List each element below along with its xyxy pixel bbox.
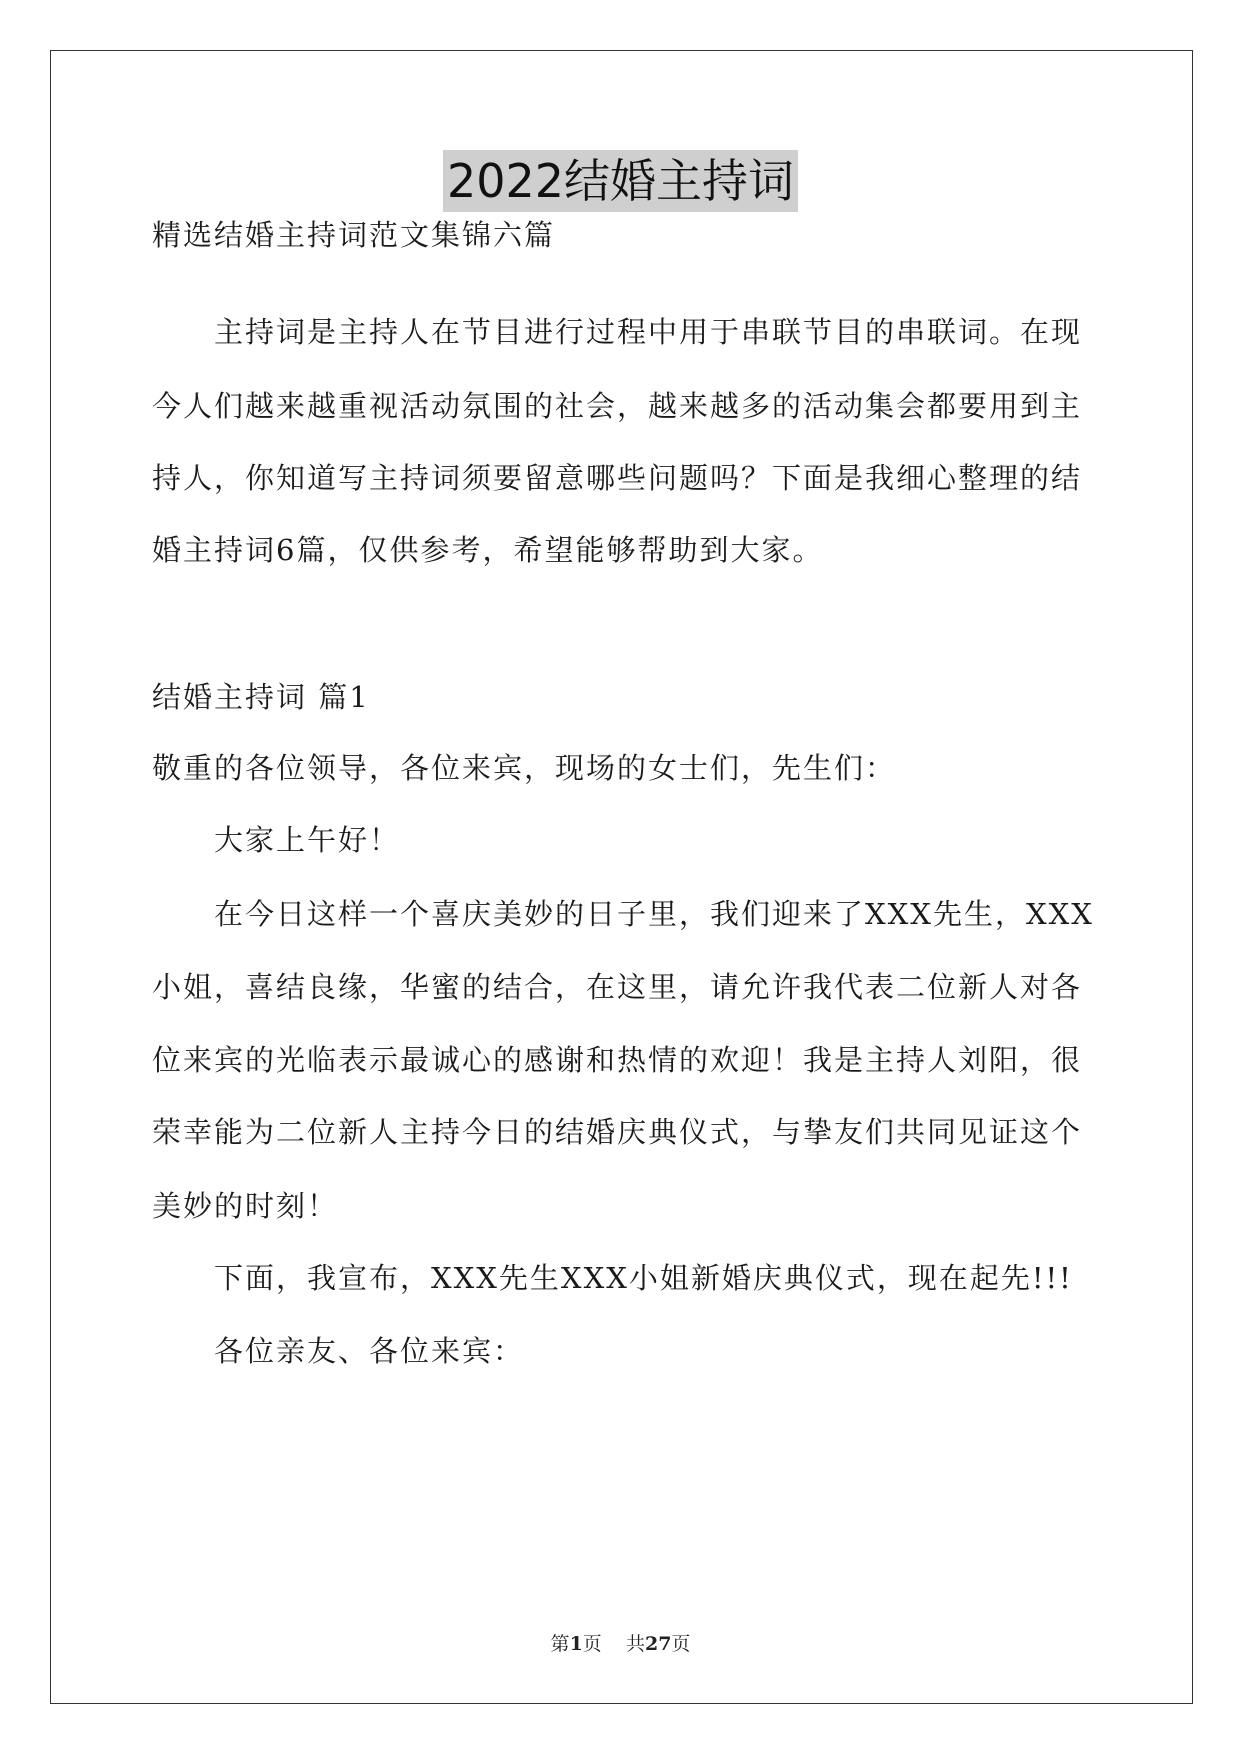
- body-line: 大家上午好！: [214, 823, 401, 857]
- body-line: 位来宾的光临表示最诚心的感谢和热情的欢迎！我是主持人刘阳，很: [152, 1043, 1083, 1077]
- body-line: 小姐，喜结良缘，华蜜的结合，在这里，请允许我代表二位新人对各: [152, 970, 1083, 1004]
- section-heading: 结婚主持词 篇1: [152, 680, 370, 714]
- page-footer: [0, 1632, 1241, 1656]
- body-line: 敬重的各位领导，各位来宾，现场的女士们，先生们：: [152, 751, 897, 785]
- footer-suffix: 页: [671, 1633, 691, 1655]
- document-title: 2022结婚主持词: [443, 150, 798, 212]
- footer-total-pages: 27: [644, 1633, 672, 1655]
- body-line: 美妙的时刻！: [152, 1189, 339, 1223]
- body-line: 下面，我宣布，XXX先生XXX小姐新婚庆典仪式，现在起先!!!: [214, 1261, 1073, 1295]
- footer-page-number: 1: [569, 1633, 583, 1655]
- footer-prefix: 第: [550, 1633, 570, 1655]
- body-line: 在今日这样一个喜庆美妙的日子里，我们迎来了XXX先生，XXX: [214, 897, 1094, 931]
- subtitle: 精选结婚主持词范文集锦六篇: [152, 218, 556, 252]
- body-line: 荣幸能为二位新人主持今日的结婚庆典仪式，与挚友们共同见证这个: [152, 1115, 1083, 1149]
- intro-line: 主持词是主持人在节目进行过程中用于串联节目的串联词。在现: [214, 315, 1083, 349]
- body-line: 各位亲友、各位来宾：: [214, 1334, 525, 1368]
- page-border: [50, 50, 1193, 1704]
- footer-middle: 页 共: [582, 1633, 645, 1655]
- intro-line: 婚主持词6篇，仅供参考，希望能够帮助到大家。: [152, 533, 824, 567]
- intro-line: 持人，你知道写主持词须要留意哪些问题吗？下面是我细心整理的结: [152, 461, 1083, 495]
- title-wrap: [0, 150, 1241, 212]
- intro-line: 今人们越来越重视活动氛围的社会，越来越多的活动集会都要用到主: [152, 389, 1083, 423]
